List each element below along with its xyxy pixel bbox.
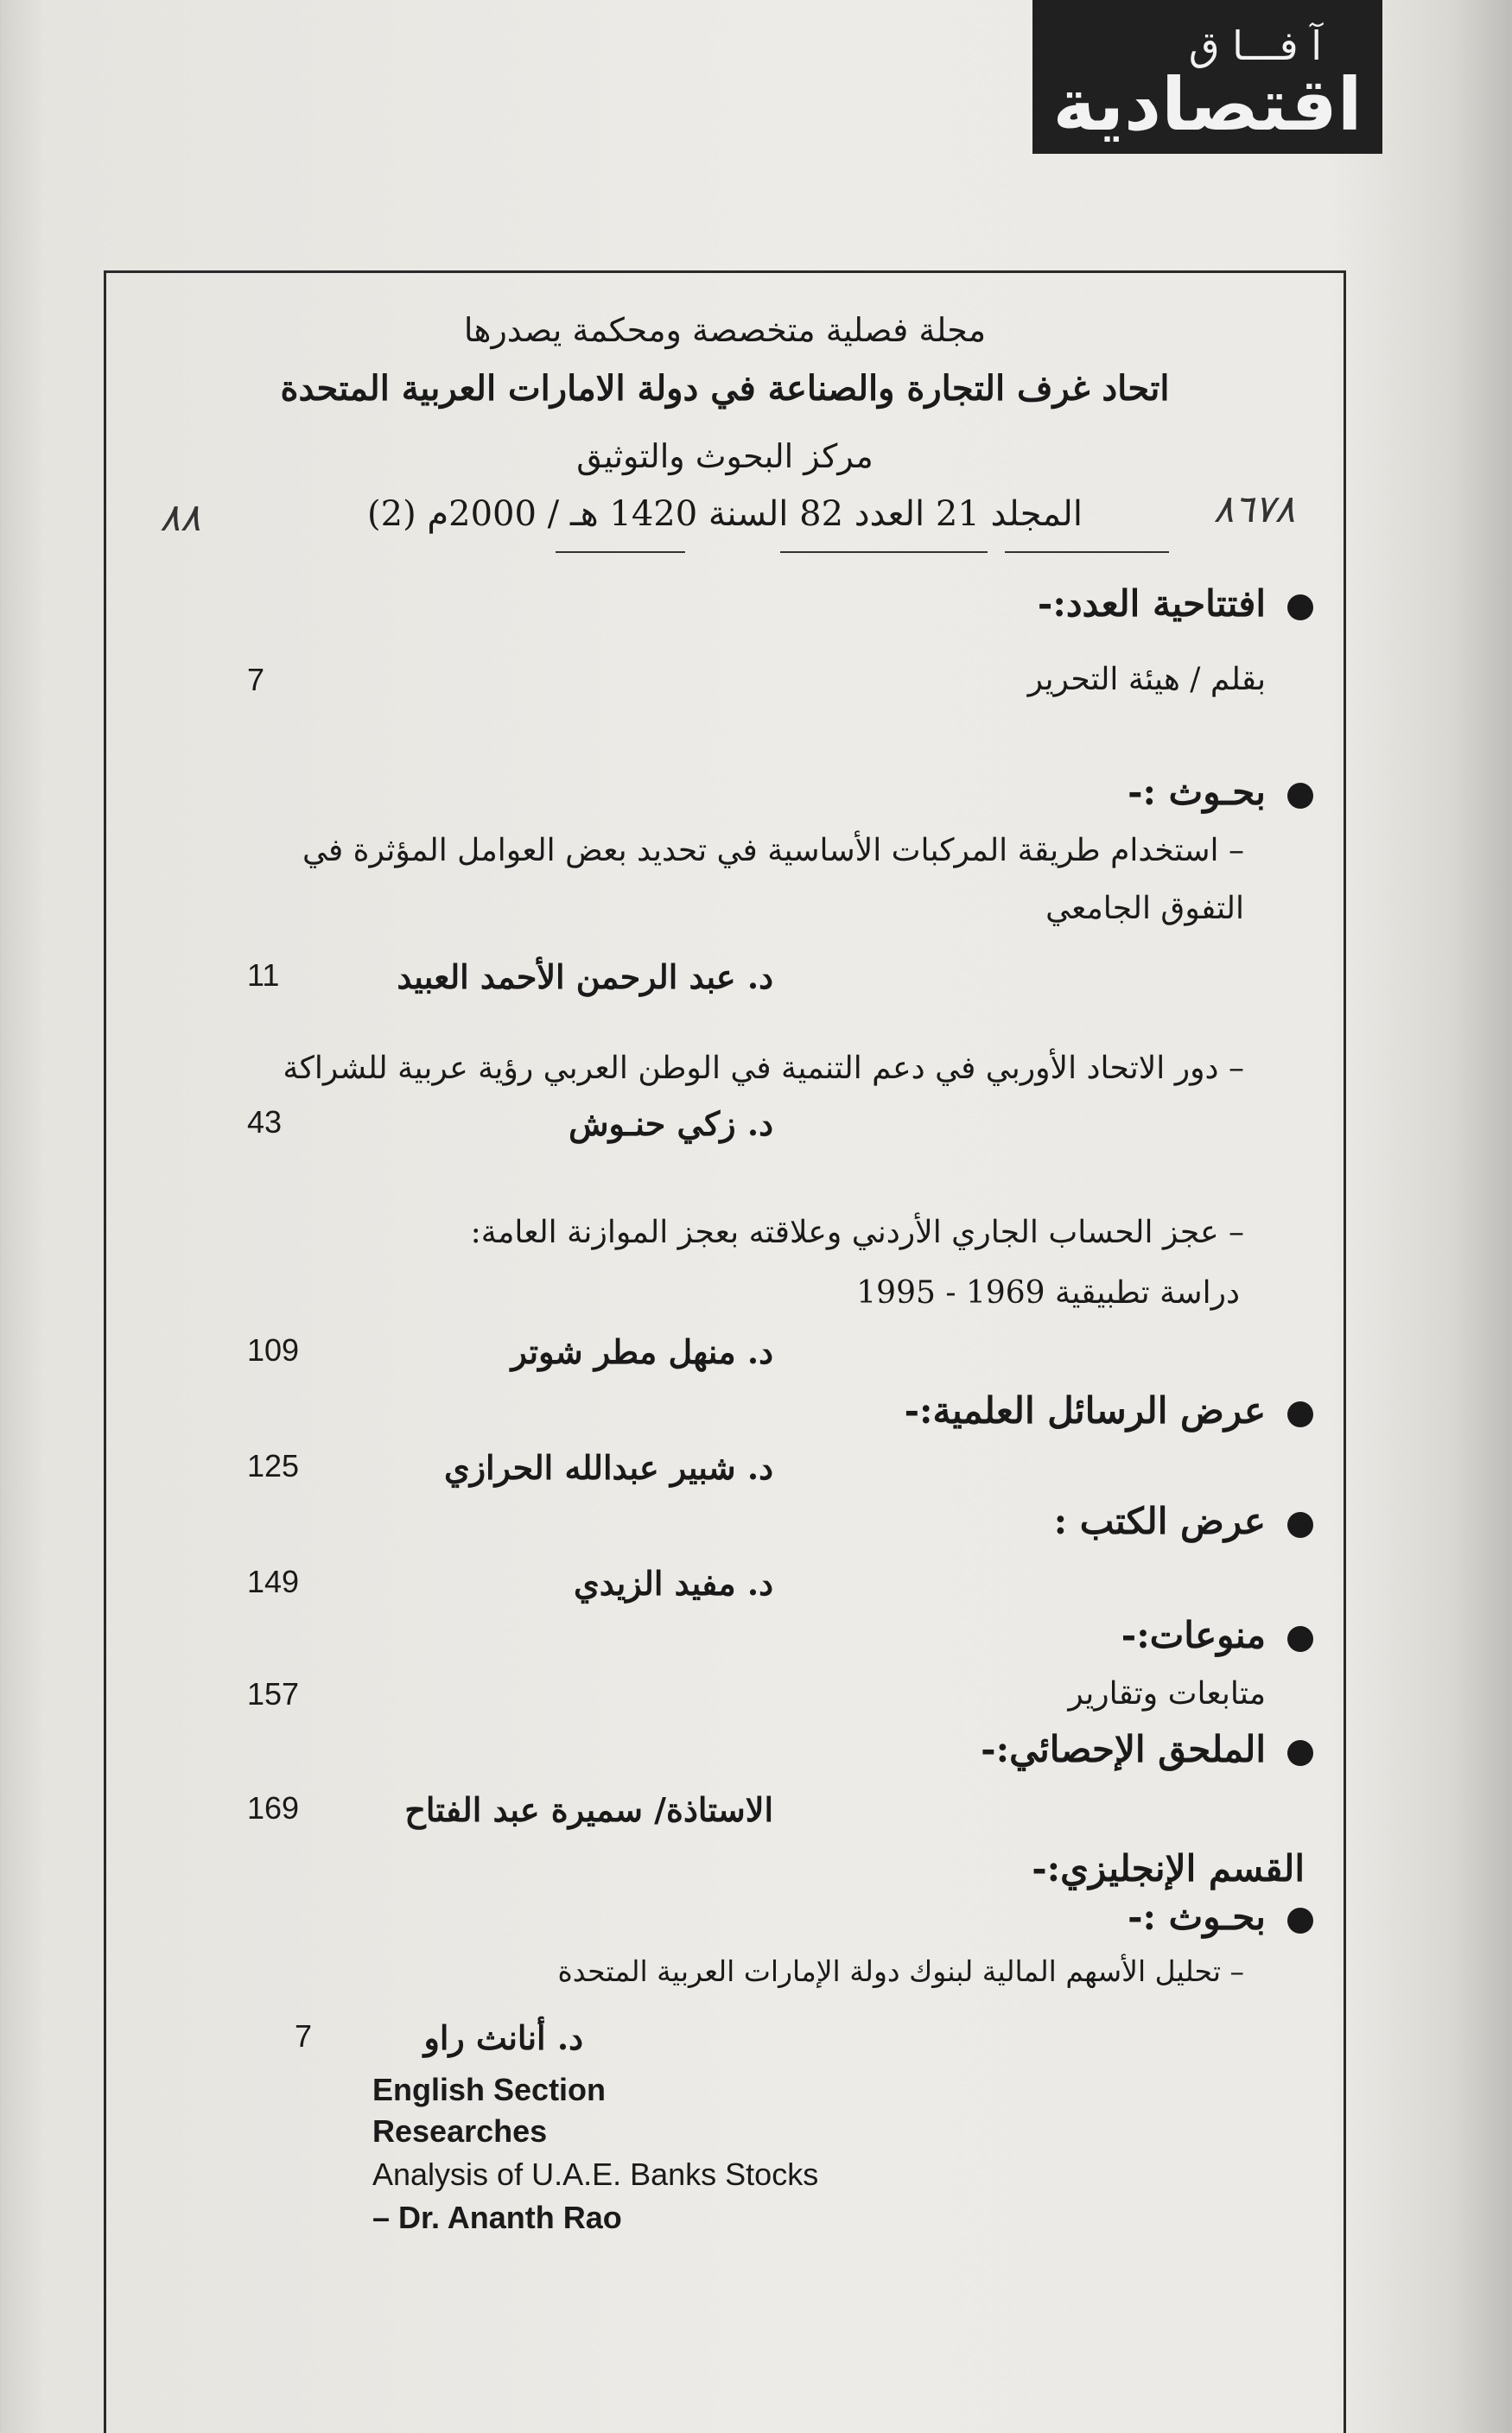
contents-frame [104,270,1346,2433]
header-line-1: مجلة فصلية متخصصة ومحكمة يصدرها [463,311,987,349]
books-author: د. مفيد الزيدي [574,1564,773,1603]
header-center: مركز البحوث والتوثيق [576,437,874,475]
handwritten-number-left: ٨٨ [160,496,201,540]
pen-underline [1005,551,1169,553]
english-article-title: Analysis of U.A.E. Banks Stocks [372,2157,819,2192]
research-1-author: د. عبد الرحمن الأحمد العبيد [397,957,773,996]
page-number: 157 [247,1676,300,1712]
research-3-title: – عجز الحساب الجاري الأردني وعلاقته بعجز الموازنة العامة: [470,1215,1244,1250]
english-researches-label: Researches [372,2113,548,2149]
english-author-ar: د. أنانث راو [423,2018,583,2057]
research-2-title: – دور الاتحاد الأوربي في دعم التنمية في الوطن العربي رؤية عربية للشراكة [283,1051,1244,1086]
page-number: 149 [247,1564,300,1599]
editorial-text: بقلم / هيئة التحرير [1027,662,1266,697]
bullet-icon [1287,1908,1313,1934]
theses-author: د. شبير عبدالله الحرازي [443,1448,773,1487]
research-3-author: د. منهل مطر شوتر [511,1332,773,1371]
section-english-ar: القسم الإنجليزي:- [1032,1847,1305,1890]
page-number: 109 [247,1332,300,1368]
research-1-title-cont: التفوق الجامعي [1045,891,1244,926]
bullet-icon [1287,1512,1313,1538]
bullet-icon [1287,1626,1313,1652]
pen-underline [780,551,988,553]
bullet-icon [1287,594,1313,620]
section-editorial: افتتاحية العدد:- [1037,582,1266,625]
section-stats: الملحق الإحصائي:- [981,1728,1266,1770]
page-number: 7 [295,2018,313,2054]
pen-underline [556,551,685,553]
logo-subtitle: آ فـــا ق [1188,22,1322,69]
english-section-label: English Section [372,2072,607,2107]
header-volume: المجلد 21 العدد 82 السنة 1420 هـ / 2000م (2) [367,494,1083,534]
section-misc: منوعات:- [1121,1614,1266,1656]
magazine-logo [1032,0,1382,154]
english-research-ar: بحـوث :- [1128,1896,1266,1938]
bullet-icon [1287,1740,1313,1766]
research-2-author: د. زكي حنـوش [569,1104,773,1143]
research-1-title: – استخدام طريقة المركبات الأساسية في تحديد بعض العوامل المؤثرة في [302,833,1244,868]
bullet-icon [1287,783,1313,809]
section-books: عرض الكتب : [1053,1500,1266,1542]
section-research: بحـوث :- [1128,771,1266,813]
header-publisher: اتحاد غرف التجارة والصناعة في دولة الامارات العربية المتحدة [280,368,1170,409]
bullet-icon [1287,1401,1313,1427]
page-number: 125 [247,1448,300,1483]
page-number: 43 [247,1104,283,1140]
english-item-ar: – تحليل الأسهم المالية لبنوك دولة الإمارات العربية المتحدة [557,1954,1244,1988]
stats-author: الاستاذة/ سميرة عبد الفتاح [404,1790,773,1829]
page-number: 169 [247,1790,300,1826]
misc-text: متابعات وتقارير [1068,1676,1266,1712]
page-number: 7 [247,662,265,697]
research-3-title-cont: دراسة تطبيقية 1969 - 1995 [856,1275,1240,1311]
page-number: 11 [247,957,280,993]
logo-title: اقتصادية [1052,62,1363,147]
section-theses: عرض الرسائل العلمية:- [904,1389,1266,1432]
english-article-author: – Dr. Ananth Rao [372,2200,622,2235]
handwritten-number-right: ٨٦٧٨ [1213,487,1295,531]
